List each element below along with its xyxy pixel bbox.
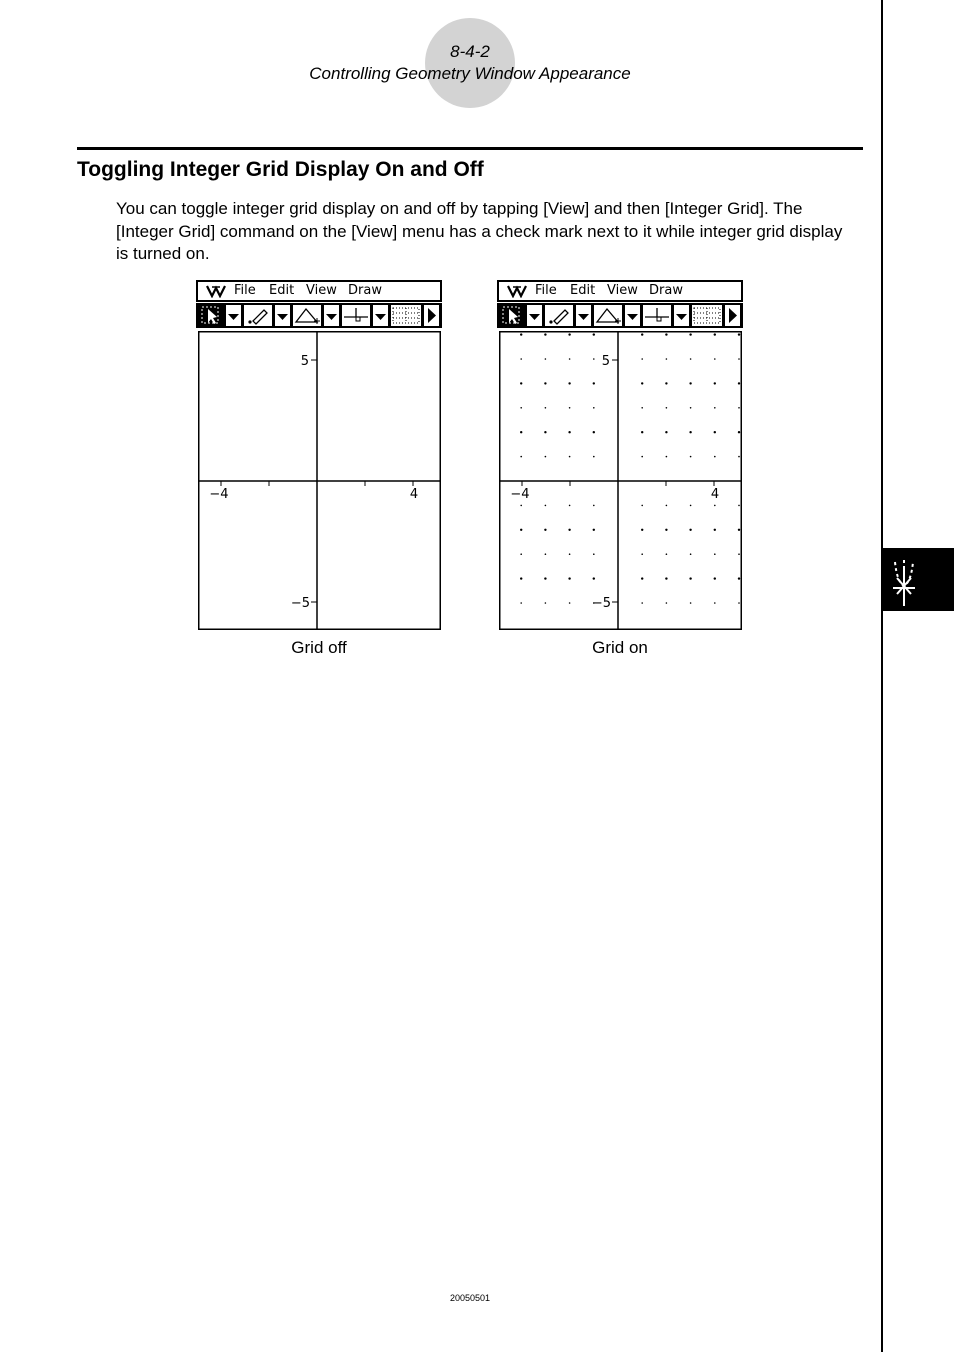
page-number: 8-4-2: [450, 42, 490, 61]
grid-dot: [520, 333, 522, 335]
grid-dot: [544, 529, 546, 531]
grid-dot: [738, 333, 740, 335]
menu-file[interactable]: File: [234, 283, 256, 298]
draw-tool[interactable]: [244, 305, 272, 326]
menu-edit[interactable]: Edit: [570, 283, 596, 298]
grid-dot: [544, 577, 546, 579]
construct-dropdown[interactable]: [625, 305, 640, 326]
construct-tool[interactable]: [293, 305, 321, 326]
scroll-right-icon: [725, 305, 740, 326]
select-dropdown[interactable]: [527, 305, 542, 326]
grid-dot: [569, 553, 571, 555]
grid-dot: [568, 382, 570, 384]
grid-tool[interactable]: [391, 305, 421, 326]
menu-check-icon[interactable]: [507, 284, 527, 298]
grid-dot: [690, 456, 692, 458]
screen-grid-on: [497, 280, 743, 630]
select-pointer-icon: [199, 305, 223, 326]
grid-dot: [641, 577, 643, 579]
footer-code: 20050501: [449, 1293, 491, 1303]
grid-dot: [666, 358, 668, 360]
grid-dot: [569, 358, 571, 360]
section-rule: [77, 147, 863, 150]
perpendicular-dropdown[interactable]: [674, 305, 689, 326]
menu-edit[interactable]: Edit: [269, 283, 295, 298]
grid-dot: [569, 602, 571, 604]
select-tool[interactable]: [500, 305, 524, 326]
grid-dot: [520, 382, 522, 384]
right-margin-rule: [881, 0, 883, 1352]
chapter-tab: [883, 548, 954, 611]
grid-dot: [593, 431, 595, 433]
grid-dot: [544, 333, 546, 335]
chapter-icon: [883, 548, 954, 611]
grid-dot: [690, 358, 692, 360]
grid-dot: [545, 358, 547, 360]
chevron-down-icon: [226, 305, 241, 326]
grid-dot: [520, 553, 522, 555]
select-tool[interactable]: [199, 305, 223, 326]
graph-area[interactable]: [198, 331, 441, 630]
grid-dot: [665, 333, 667, 335]
grid-dot: [690, 602, 692, 604]
menu-file[interactable]: File: [535, 283, 557, 298]
grid-dot: [665, 382, 667, 384]
chevron-down-icon: [324, 305, 339, 326]
perpendicular-tool[interactable]: [643, 305, 671, 326]
grid-dot: [714, 553, 716, 555]
chevron-down-icon: [674, 305, 689, 326]
screen-grid-off: [196, 280, 442, 630]
grid-dot: [545, 407, 547, 409]
label-y-top: 5: [601, 354, 610, 369]
menu-view[interactable]: View: [306, 283, 337, 298]
chevron-down-icon: [527, 305, 542, 326]
grid-dot: [689, 382, 691, 384]
grid-dot: [641, 382, 643, 384]
perpendicular-icon: [342, 305, 370, 326]
chevron-down-icon: [275, 305, 290, 326]
triangle-icon: [293, 305, 321, 326]
draw-dropdown[interactable]: [275, 305, 290, 326]
construct-dropdown[interactable]: [324, 305, 339, 326]
grid-dot: [641, 529, 643, 531]
grid-dot: [641, 407, 643, 409]
label-y-bottom: −5: [591, 596, 611, 611]
intro-paragraph: You can toggle integer grid display on and off by tapping [View] and then [Integer Grid]. The [Integer Grid] command on the [View] menu has a check mark next to it while integer grid display is turned on.: [116, 199, 843, 263]
grid-dot: [690, 505, 692, 507]
grid-dot: [545, 505, 547, 507]
perpendicular-dropdown[interactable]: [373, 305, 388, 326]
toolbar: [196, 303, 442, 328]
header-circle: [425, 18, 515, 108]
grid-dot: [544, 382, 546, 384]
grid-dot: [714, 577, 716, 579]
grid-dot: [568, 577, 570, 579]
grid-dot: [738, 382, 740, 384]
grid-dot: [568, 333, 570, 335]
grid-dot: [714, 602, 716, 604]
perpendicular-icon: [643, 305, 671, 326]
label-x-left: −4: [209, 487, 229, 502]
grid-dot: [738, 456, 740, 458]
grid-dot: [714, 505, 716, 507]
triangle-icon: [594, 305, 622, 326]
grid-dot: [666, 553, 668, 555]
grid-dot: [593, 333, 595, 335]
grid-dot: [545, 456, 547, 458]
label-x-right: 4: [710, 487, 720, 502]
menu-draw[interactable]: Draw: [649, 283, 683, 298]
caption-grid-off: Grid off: [291, 638, 347, 657]
chevron-down-icon: [576, 305, 591, 326]
grid-dot: [714, 333, 716, 335]
construct-tool[interactable]: [594, 305, 622, 326]
section-title: Toggling Integer Grid Display On and Off: [77, 158, 484, 181]
draw-tool[interactable]: [545, 305, 573, 326]
grid-dot: [738, 553, 740, 555]
grid-dot: [714, 382, 716, 384]
scroll-right-button[interactable]: [725, 305, 740, 326]
grid-icon: [692, 305, 722, 326]
grid-dot: [593, 529, 595, 531]
grid-dot: [569, 505, 571, 507]
menu-draw[interactable]: Draw: [348, 283, 382, 298]
grid-dot: [689, 577, 691, 579]
label-x-left: −4: [510, 487, 530, 502]
label-y-top: 5: [300, 354, 309, 369]
grid-dot: [520, 431, 522, 433]
grid-dot: [593, 456, 595, 458]
scroll-right-button[interactable]: [424, 305, 439, 326]
grid-tool[interactable]: [692, 305, 722, 326]
select-pointer-icon: [500, 305, 524, 326]
grid-dot: [520, 529, 522, 531]
grid-dot: [738, 505, 740, 507]
grid-dot: [520, 602, 522, 604]
menu-bar: [497, 280, 743, 302]
grid-dot: [545, 553, 547, 555]
caption-grid-on: Grid on: [592, 638, 648, 657]
menu-check-icon[interactable]: [206, 284, 226, 298]
grid-dot: [593, 505, 595, 507]
grid-dot: [593, 577, 595, 579]
chevron-down-icon: [373, 305, 388, 326]
grid-dot: [641, 456, 643, 458]
grid-dot: [593, 382, 595, 384]
chevron-down-icon: [625, 305, 640, 326]
grid-dot: [690, 407, 692, 409]
grid-dot: [738, 407, 740, 409]
grid-dot: [520, 577, 522, 579]
grid-dot: [714, 529, 716, 531]
grid-icon: [391, 305, 421, 326]
grid-dot: [520, 456, 522, 458]
perpendicular-tool[interactable]: [342, 305, 370, 326]
label-x-right: 4: [409, 487, 419, 502]
grid-dot: [520, 505, 522, 507]
grid-dot: [520, 407, 522, 409]
grid-dot: [593, 407, 595, 409]
grid-dot: [738, 358, 740, 360]
grid-dot: [545, 602, 547, 604]
grid-dot: [641, 358, 643, 360]
grid-dot: [641, 431, 643, 433]
grid-dot: [641, 333, 643, 335]
grid-dot: [714, 431, 716, 433]
grid-dot: [593, 553, 595, 555]
grid-dot: [569, 456, 571, 458]
grid-dot: [641, 602, 643, 604]
grid-dot: [738, 431, 740, 433]
grid-dot: [690, 553, 692, 555]
grid-dot: [738, 529, 740, 531]
toolbar: [497, 303, 743, 328]
grid-dot: [641, 553, 643, 555]
menu-view[interactable]: View: [607, 283, 638, 298]
select-dropdown[interactable]: [226, 305, 241, 326]
graph-area[interactable]: [499, 331, 742, 630]
grid-dot: [714, 358, 716, 360]
pencil-icon: [545, 305, 573, 326]
draw-dropdown[interactable]: [576, 305, 591, 326]
grid-dot: [666, 456, 668, 458]
grid-dot: [568, 431, 570, 433]
grid-dot: [569, 407, 571, 409]
grid-dot: [665, 577, 667, 579]
grid-dot: [738, 577, 740, 579]
grid-dot: [520, 358, 522, 360]
grid-dot: [593, 358, 595, 360]
scroll-right-icon: [424, 305, 439, 326]
pencil-icon: [244, 305, 272, 326]
grid-dot: [738, 602, 740, 604]
grid-dot: [689, 333, 691, 335]
label-y-bottom: −5: [290, 596, 310, 611]
grid-dot: [666, 602, 668, 604]
grid-dot: [666, 407, 668, 409]
grid-dot: [714, 456, 716, 458]
grid-dot: [568, 529, 570, 531]
page-subtitle: Controlling Geometry Window Appearance: [309, 64, 631, 83]
grid-dot: [666, 505, 668, 507]
grid-dot: [689, 529, 691, 531]
menu-bar: [196, 280, 442, 302]
grid-dot: [689, 431, 691, 433]
grid-dot: [641, 505, 643, 507]
grid-dot: [665, 529, 667, 531]
grid-dot: [665, 431, 667, 433]
grid-dot: [714, 407, 716, 409]
grid-dot: [544, 431, 546, 433]
